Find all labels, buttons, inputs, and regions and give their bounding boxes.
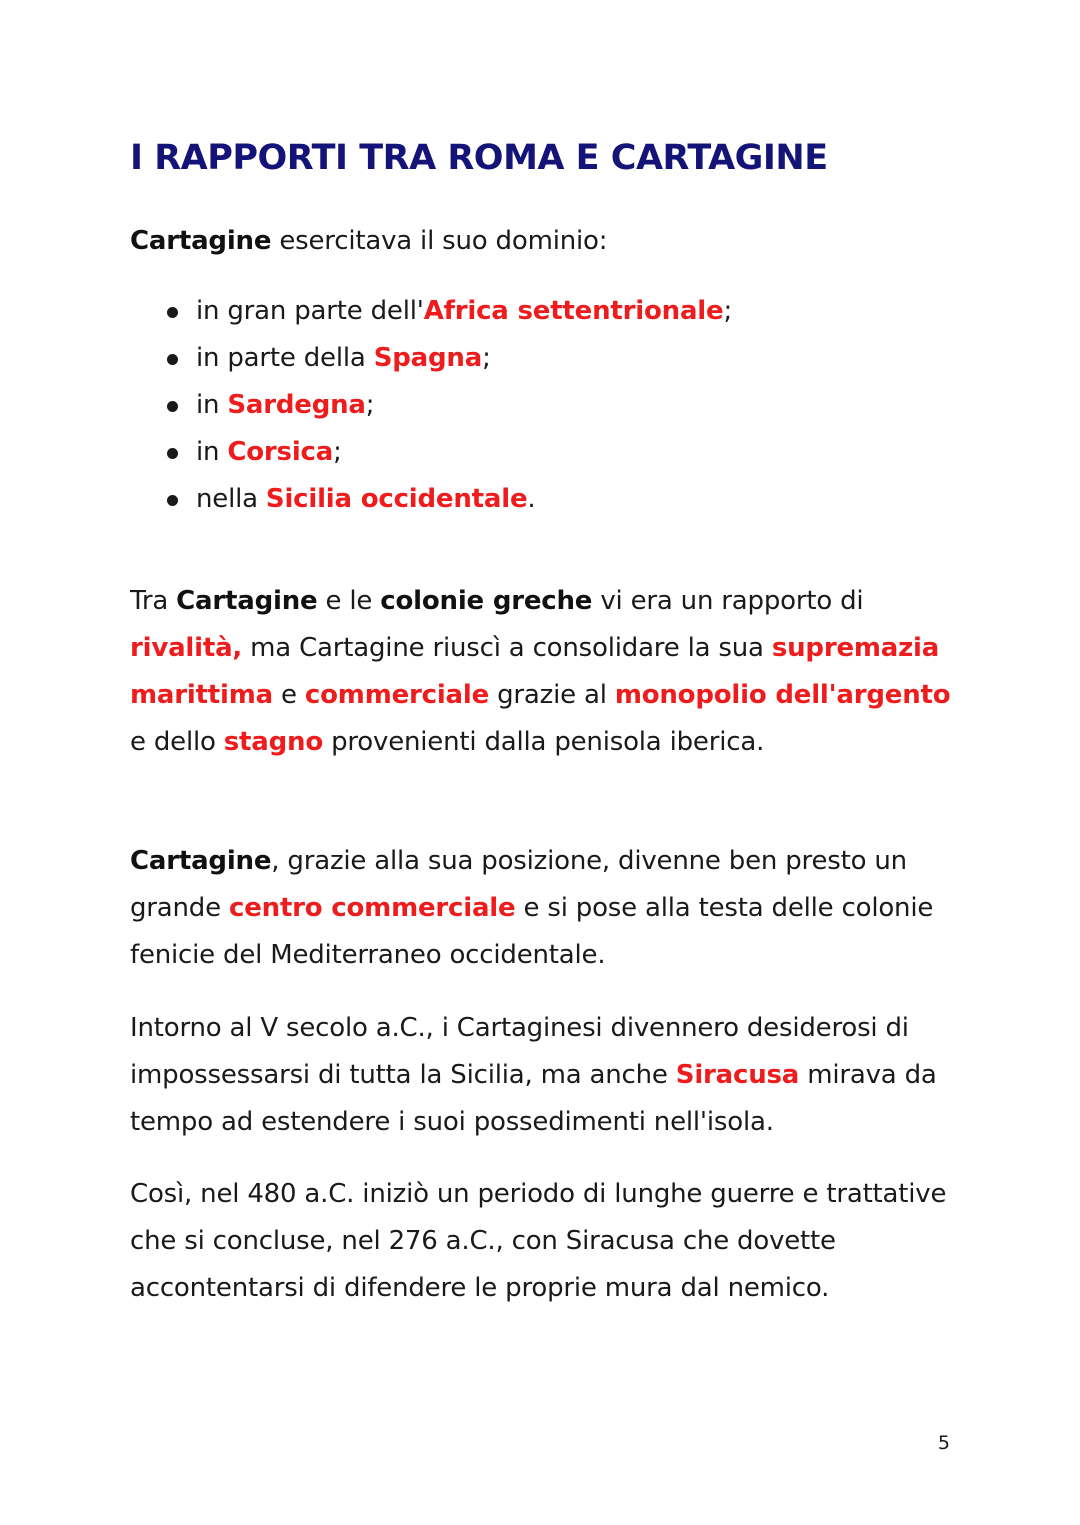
list-item-punctuation: ; — [365, 390, 375, 420]
list-item-highlight: Spagna — [373, 343, 483, 373]
text-run: Intorno al V secolo a.C., i Cartaginesi divennero desiderosi di impossessarsi di tutta la Sicilia, ma anche — [130, 1013, 909, 1090]
bold-term: Cartagine — [176, 586, 318, 616]
text-run: grazie al — [489, 680, 615, 710]
intro-text: esercitava il suo dominio: — [271, 226, 608, 256]
text-run: ma Cartagine riuscì a consolidare la sua — [242, 633, 772, 663]
text-run: , grazie alla sua posizione, divenne ben presto un grande — [130, 846, 907, 923]
text-run: vi era un rapporto di — [592, 586, 864, 616]
list-item-punctuation: . — [527, 484, 536, 514]
highlight-term: commerciale — [304, 680, 490, 710]
text-run: mirava da tempo ad estendere i suoi possedimenti nell'isola. — [130, 1060, 937, 1137]
dominion-list — [130, 288, 960, 523]
list-item-highlight: Corsica — [227, 437, 334, 467]
list-item-text: in — [196, 390, 228, 420]
bullet-icon — [167, 354, 178, 365]
list-item — [130, 288, 960, 335]
highlight-term: Siracusa — [675, 1060, 800, 1090]
intro-paragraph — [130, 218, 960, 265]
paragraph-rivalry — [130, 578, 960, 766]
highlight-term: supremazia marittima — [130, 633, 940, 710]
page-number: 5 — [937, 1432, 950, 1454]
text-run: e — [272, 680, 305, 710]
text-run: e dello — [130, 727, 224, 757]
list-item-punctuation: ; — [482, 343, 491, 373]
list-item — [130, 476, 960, 523]
bullet-icon — [167, 495, 178, 506]
bullet-icon — [167, 448, 178, 459]
highlight-term: centro commerciale — [228, 893, 516, 923]
highlight-term: rivalità, — [130, 633, 243, 663]
list-item-text: in — [196, 437, 228, 467]
text-run: provenienti dalla penisola iberica. — [323, 727, 765, 757]
list-item-highlight: Africa settentrionale — [423, 296, 724, 326]
bold-term: Cartagine — [130, 846, 272, 876]
list-item — [130, 335, 960, 382]
bullet-icon — [167, 307, 178, 318]
text-run: e le — [317, 586, 381, 616]
list-item-text: in gran parte dell' — [196, 296, 424, 326]
bullet-icon — [167, 401, 178, 412]
text-run: e si pose alla testa delle colonie fenicie del Mediterraneo occidentale. — [130, 893, 934, 970]
intro-subject: Cartagine — [130, 226, 272, 256]
list-item-text: nella — [196, 484, 266, 514]
highlight-term: stagno — [223, 727, 324, 757]
list-item-punctuation: ; — [333, 437, 342, 467]
paragraph-sicily — [130, 1005, 960, 1146]
list-item-highlight: Sardegna — [227, 390, 366, 420]
list-item-text: in parte della — [196, 343, 374, 373]
list-item-punctuation: ; — [723, 296, 732, 326]
paragraph-trade-center — [130, 838, 960, 979]
list-item-highlight: Sicilia occidentale — [265, 484, 528, 514]
page-title: I RAPPORTI TRA ROMA E CARTAGINE — [130, 138, 828, 178]
text-run: Tra — [130, 586, 177, 616]
bold-term: colonie greche — [380, 586, 593, 616]
list-item — [130, 382, 960, 429]
paragraph-wars — [130, 1171, 960, 1312]
highlight-term: monopolio dell'argento — [614, 680, 951, 710]
text-run: Così, nel 480 a.C. iniziò un periodo di lunghe guerre e trattative che si concluse, nel 276 a.C., con Siracusa che dovette accontentarsi di difendere le proprie mura dal nemico. — [130, 1179, 947, 1303]
list-item — [130, 429, 960, 476]
